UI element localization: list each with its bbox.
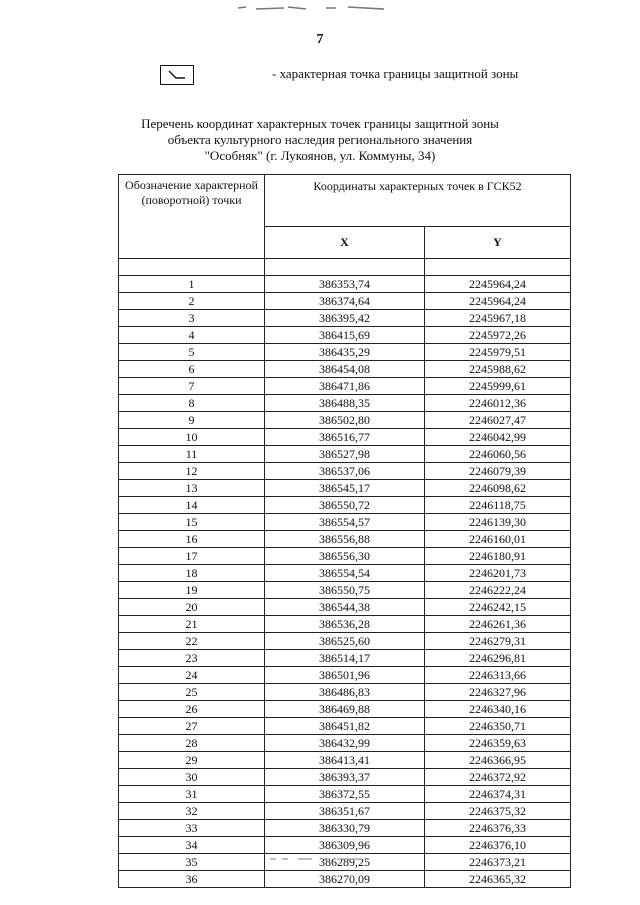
y-coordinate: 2246340,16: [425, 701, 571, 718]
x-coordinate: 386330,79: [265, 820, 425, 837]
table-row: [119, 718, 571, 735]
table-row: [119, 599, 571, 616]
x-coordinate: 386550,75: [265, 582, 425, 599]
table-row: [119, 480, 571, 497]
list-title-line-2: объекта культурного наследия регионального значения: [167, 132, 473, 147]
point-number: 16: [119, 531, 265, 548]
table-row: [119, 565, 571, 582]
x-coordinate: 386451,82: [265, 718, 425, 735]
x-coordinate: 386545,17: [265, 480, 425, 497]
point-number: 24: [119, 667, 265, 684]
y-coordinate: 2245967,18: [425, 310, 571, 327]
point-number: 32: [119, 803, 265, 820]
y-coordinate: 2246160,01: [425, 531, 571, 548]
table-row: [119, 786, 571, 803]
table-row: [119, 412, 571, 429]
point-number: 17: [119, 548, 265, 565]
table-row: [119, 701, 571, 718]
y-coordinate: 2245988,62: [425, 361, 571, 378]
point-number: 22: [119, 633, 265, 650]
x-coordinate: 386351,67: [265, 803, 425, 820]
list-title-line-1: Перечень координат характерных точек границы защитной зоны: [141, 116, 499, 131]
legend-text: - характерная точка границы защитной зоны: [272, 66, 519, 81]
point-number: 12: [119, 463, 265, 480]
table-row: [119, 395, 571, 412]
x-coordinate: 386289,25: [265, 854, 425, 871]
point-number: 30: [119, 769, 265, 786]
table-row: [119, 667, 571, 684]
table-row: [119, 531, 571, 548]
y-coordinate: 2245979,51: [425, 344, 571, 361]
table-row: [119, 548, 571, 565]
x-coordinate: 386554,54: [265, 565, 425, 582]
x-coordinate: 386536,28: [265, 616, 425, 633]
point-number: 5: [119, 344, 265, 361]
point-number: 7: [119, 378, 265, 395]
table-row: [119, 378, 571, 395]
table-row: [119, 684, 571, 701]
point-number: 10: [119, 429, 265, 446]
coordinates-table: [118, 174, 571, 888]
x-coordinate: 386415,69: [265, 327, 425, 344]
y-coordinate: 2246079,39: [425, 463, 571, 480]
y-coordinate: 2246374,31: [425, 786, 571, 803]
table-row: [119, 463, 571, 480]
table-row: [119, 803, 571, 820]
x-coordinate: 386556,88: [265, 531, 425, 548]
point-number: 11: [119, 446, 265, 463]
x-coordinate: 386270,09: [265, 871, 425, 888]
x-coordinate: 386393,37: [265, 769, 425, 786]
point-number: 28: [119, 735, 265, 752]
x-coordinate: 386374,64: [265, 293, 425, 310]
table-row: [119, 871, 571, 888]
point-number: 4: [119, 327, 265, 344]
x-coordinate: 386353,74: [265, 276, 425, 293]
y-coordinate: 2246373,21: [425, 854, 571, 871]
y-coordinate: 2246098,62: [425, 480, 571, 497]
x-coordinate: 386525,60: [265, 633, 425, 650]
point-number: 3: [119, 310, 265, 327]
point-number: 26: [119, 701, 265, 718]
y-coordinate: 2246365,32: [425, 871, 571, 888]
x-coordinate: 386554,57: [265, 514, 425, 531]
x-coordinate: 386502,80: [265, 412, 425, 429]
table-row: [119, 769, 571, 786]
x-coordinate: 386501,96: [265, 667, 425, 684]
point-number: 35: [119, 854, 265, 871]
y-coordinate: 2246375,32: [425, 803, 571, 820]
x-coordinate: 386527,98: [265, 446, 425, 463]
x-coordinate: 386550,72: [265, 497, 425, 514]
point-number: 8: [119, 395, 265, 412]
table-row: [119, 446, 571, 463]
y-coordinate: 2246139,30: [425, 514, 571, 531]
legend: [160, 64, 600, 86]
point-number: 29: [119, 752, 265, 769]
y-coordinate: 2246222,24: [425, 582, 571, 599]
point-number: 6: [119, 361, 265, 378]
y-coordinate: 2246201,73: [425, 565, 571, 582]
x-coordinate: 386514,17: [265, 650, 425, 667]
col-coordinates-header: Координаты характерных точек в ГСК52: [265, 175, 571, 227]
point-number: 9: [119, 412, 265, 429]
x-coordinate: 386469,88: [265, 701, 425, 718]
col-y-header: Y: [425, 226, 571, 258]
y-coordinate: 2246376,33: [425, 820, 571, 837]
point-number: 33: [119, 820, 265, 837]
point-number: 25: [119, 684, 265, 701]
x-coordinate: 386544,38: [265, 599, 425, 616]
y-coordinate: 2246376,10: [425, 837, 571, 854]
scan-noise-header: [236, 2, 386, 14]
point-number: 31: [119, 786, 265, 803]
table-row: [119, 429, 571, 446]
y-coordinate: 2245964,24: [425, 293, 571, 310]
y-coordinate: 2246372,92: [425, 769, 571, 786]
table-row: [119, 820, 571, 837]
y-coordinate: 2246042,99: [425, 429, 571, 446]
point-number: 15: [119, 514, 265, 531]
list-title-line-3: "Особняк" (г. Лукоянов, ул. Коммуны, 34): [204, 148, 436, 163]
table-row: [119, 293, 571, 310]
y-coordinate: 2246350,71: [425, 718, 571, 735]
point-number: 1: [119, 276, 265, 293]
table-row: [119, 616, 571, 633]
point-number: 19: [119, 582, 265, 599]
x-coordinate: 386488,35: [265, 395, 425, 412]
x-coordinate: 386556,30: [265, 548, 425, 565]
x-coordinate: 386454,08: [265, 361, 425, 378]
x-coordinate: 386537,06: [265, 463, 425, 480]
table-row: [119, 361, 571, 378]
y-coordinate: 2246296,81: [425, 650, 571, 667]
table-row: [119, 735, 571, 752]
point-number: 23: [119, 650, 265, 667]
list-title: [0, 116, 640, 164]
table-row: [119, 650, 571, 667]
table-row: [119, 344, 571, 361]
table-row: [119, 327, 571, 344]
y-coordinate: 2246060,56: [425, 446, 571, 463]
y-coordinate: 2245964,24: [425, 276, 571, 293]
y-coordinate: 2246366,95: [425, 752, 571, 769]
y-coordinate: 2245972,26: [425, 327, 571, 344]
point-number: 18: [119, 565, 265, 582]
table-row: [119, 514, 571, 531]
x-coordinate: 386516,77: [265, 429, 425, 446]
point-number: 34: [119, 837, 265, 854]
y-coordinate: 2246261,36: [425, 616, 571, 633]
y-coordinate: 2245999,61: [425, 378, 571, 395]
x-coordinate: 386486,83: [265, 684, 425, 701]
y-coordinate: 2246012,36: [425, 395, 571, 412]
table-row: [119, 837, 571, 854]
y-coordinate: 2246027,47: [425, 412, 571, 429]
x-coordinate: 386372,55: [265, 786, 425, 803]
table-row: [119, 310, 571, 327]
col-designation-header: Обозначение характерной (поворотной) точки: [119, 175, 265, 259]
scan-noise-footer: [268, 856, 364, 862]
x-coordinate: 386309,96: [265, 837, 425, 854]
table-row: [119, 633, 571, 650]
point-number: 2: [119, 293, 265, 310]
point-number: 13: [119, 480, 265, 497]
boundary-point-symbol-icon: [160, 65, 194, 85]
y-coordinate: 2246180,91: [425, 548, 571, 565]
y-coordinate: 2246279,31: [425, 633, 571, 650]
x-coordinate: 386395,42: [265, 310, 425, 327]
y-coordinate: 2246359,63: [425, 735, 571, 752]
page-number: 7: [316, 32, 324, 47]
y-coordinate: 2246327,96: [425, 684, 571, 701]
point-number: 36: [119, 871, 265, 888]
spacer-row: [119, 259, 571, 276]
point-number: 14: [119, 497, 265, 514]
x-coordinate: 386413,41: [265, 752, 425, 769]
point-number: 20: [119, 599, 265, 616]
y-coordinate: 2246313,66: [425, 667, 571, 684]
y-coordinate: 2246118,75: [425, 497, 571, 514]
point-number: 21: [119, 616, 265, 633]
x-coordinate: 386435,29: [265, 344, 425, 361]
y-coordinate: 2246242,15: [425, 599, 571, 616]
table-row: [119, 582, 571, 599]
table-row: [119, 752, 571, 769]
x-coordinate: 386471,86: [265, 378, 425, 395]
table-row: [119, 497, 571, 514]
x-coordinate: 386432,99: [265, 735, 425, 752]
point-number: 27: [119, 718, 265, 735]
col-x-header: X: [265, 226, 425, 258]
table-row: [119, 276, 571, 293]
